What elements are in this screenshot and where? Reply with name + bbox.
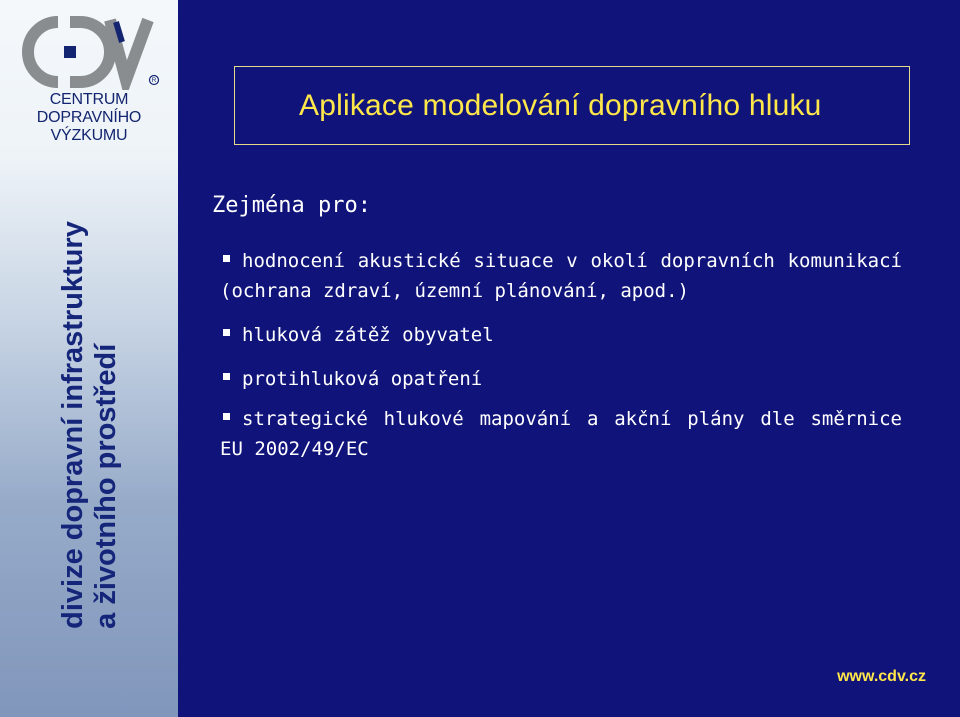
sidebar <box>0 0 178 717</box>
bullet-list <box>220 246 902 478</box>
logo-text-line-1: CENTRUM <box>49 91 129 108</box>
list-item <box>220 404 902 464</box>
slide-subtitle: Zejména pro: <box>212 193 371 218</box>
logo-text-line-2: DOPRAVNÍHO <box>36 109 142 126</box>
square-bullet-icon <box>223 255 230 262</box>
square-bullet-icon <box>223 373 230 380</box>
list-item-text: protihluková opatření <box>242 368 483 390</box>
square-bullet-icon <box>223 413 230 420</box>
list-item-text: hluková zátěž obyvatel <box>242 324 494 346</box>
slide-title-box <box>234 66 910 145</box>
slide-title: Aplikace modelování dopravního hluku <box>299 88 822 122</box>
division-label-line-1: divize dopravní infrastruktury <box>57 221 89 629</box>
cdv-logo <box>18 14 163 154</box>
division-label <box>10 170 170 680</box>
list-item-text: strategické hlukové mapování a akční plány dle směrnice EU 2002/49/EC <box>220 408 902 460</box>
list-item <box>220 246 902 306</box>
list-item <box>220 364 902 394</box>
square-bullet-icon <box>223 329 230 336</box>
footer-url: www.cdv.cz <box>837 668 926 685</box>
logo-text-line-3: VÝZKUMU <box>50 127 128 144</box>
division-label-line-2: a životního prostředí <box>90 343 122 629</box>
cdv-logo-icon <box>18 14 163 90</box>
list-item <box>220 320 902 350</box>
svg-text:R: R <box>151 77 157 85</box>
list-item-text: hodnocení akustické situace v okolí dopravních komunikací (ochrana zdraví, územní plánování, apod.) <box>220 250 902 302</box>
division-label-text <box>57 221 123 629</box>
